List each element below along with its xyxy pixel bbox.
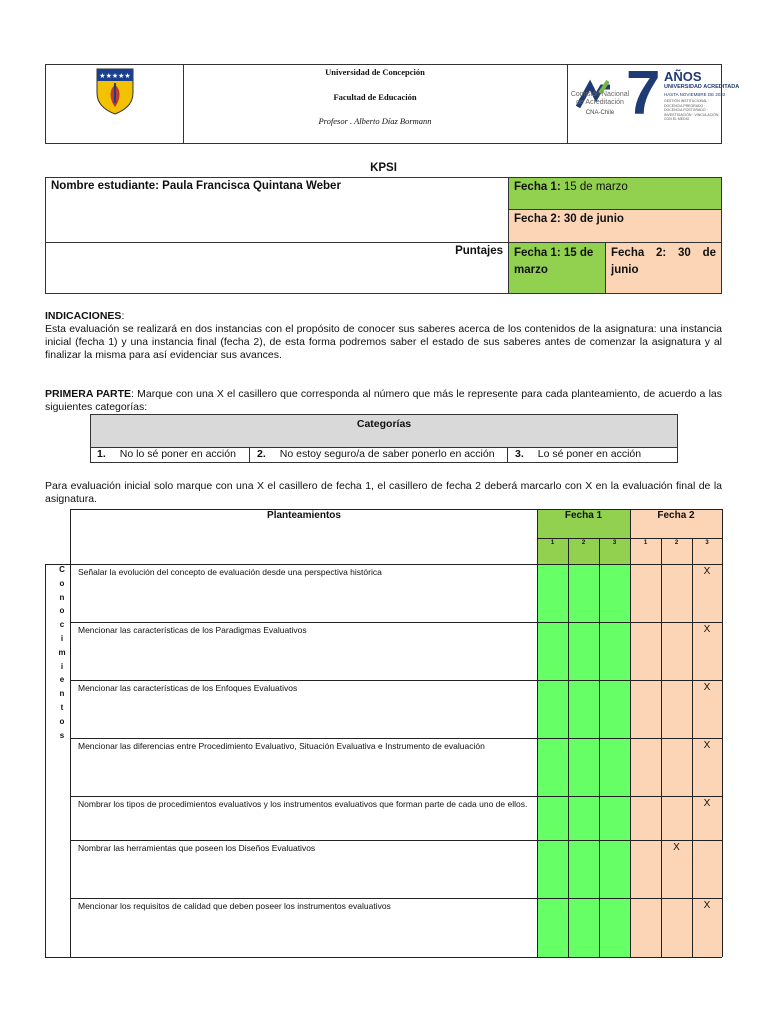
fecha2-cell-2[interactable] xyxy=(661,738,692,796)
first-part-text: : Marque con una X el casillero que corresponda al número que más le represente para cada planteamiento, de acuerdo a las siguientes categorías: xyxy=(45,388,722,413)
fecha2-cell-1[interactable] xyxy=(630,622,661,680)
university-name: Universidad de Concepción xyxy=(325,67,425,77)
fecha1-cell-2[interactable] xyxy=(568,622,599,680)
side-letter: n xyxy=(59,592,65,602)
fecha1-cell-3[interactable] xyxy=(599,898,630,957)
side-letter: C xyxy=(59,565,65,574)
accreditation-logo xyxy=(568,59,740,143)
fecha2-cell-2[interactable] xyxy=(661,622,692,680)
fecha1-value: 15 de marzo xyxy=(560,181,628,193)
fecha1-cell-3[interactable] xyxy=(599,564,630,622)
grid-line xyxy=(537,509,538,957)
planteamiento-text: Nombrar las herramientas que poseen los Diseños Evaluativos xyxy=(78,843,316,853)
grid-line xyxy=(70,680,722,681)
grid-line xyxy=(630,509,631,957)
planteamiento-text: Mencionar las características de los Paradigmas Evaluativos xyxy=(78,625,307,635)
cna-chile-text: CNA-Chile xyxy=(585,110,615,116)
cna-commission-text: Comisión Nacional de Acreditación xyxy=(570,91,630,106)
grid-line xyxy=(568,538,569,957)
indications-heading: INDICACIONES xyxy=(45,310,122,322)
fecha1-label: Fecha 1: xyxy=(514,181,561,193)
grid-line xyxy=(70,509,71,957)
evaluation-instruction: Para evaluación inicial solo marque con una X el casillero de fecha 1, el casillero de fecha 2 deberá marcarlo con X en la evaluación final de la asignatura. xyxy=(45,480,722,505)
fecha2-cell-1[interactable] xyxy=(630,840,661,898)
subheader-fecha2-2: 2 xyxy=(674,540,679,546)
planteamiento-text: Nombrar los tipos de procedimientos evaluativos y los instrumentos evaluativos que forman parte de cada uno de ellos. xyxy=(78,799,528,809)
puntajes-fecha2: Fecha 2: 30 de junio xyxy=(605,242,722,294)
student-name: Nombre estudiante: Paula Francisca Quintana Weber xyxy=(45,177,509,243)
grid-line xyxy=(70,796,722,797)
category-2: 2. No estoy seguro/a de saber ponerlo en acción xyxy=(257,448,495,460)
fecha2-cell-2[interactable] xyxy=(661,796,692,840)
fecha2-cell-1[interactable] xyxy=(630,680,661,738)
fecha2-cell-1[interactable] xyxy=(630,796,661,840)
grid-line xyxy=(70,509,722,510)
fecha1-cell-3[interactable] xyxy=(599,738,630,796)
categories-table xyxy=(90,414,678,463)
mark-fecha2-col3: X xyxy=(703,624,711,635)
fecha1-cell-3[interactable] xyxy=(599,796,630,840)
fecha1-cell-2[interactable] xyxy=(568,898,599,957)
subheader-fecha1-3: 3 xyxy=(612,540,617,546)
grid-line xyxy=(661,538,662,957)
side-letter: o xyxy=(59,716,65,726)
subheader-fecha1-1: 1 xyxy=(550,540,555,546)
accreditation-years-label: AÑOS xyxy=(664,69,702,84)
fecha1-cell-2[interactable] xyxy=(568,564,599,622)
mark-fecha2-col3: X xyxy=(703,682,711,693)
grid-line xyxy=(45,957,722,958)
header-fecha2: Fecha 2 xyxy=(657,510,695,521)
fecha2-cell-2[interactable] xyxy=(661,898,692,957)
grid-line xyxy=(599,538,600,957)
university-logo-cell xyxy=(46,65,184,143)
grid-line xyxy=(70,840,722,841)
fecha2-cell-3[interactable] xyxy=(692,898,722,957)
side-letter: c xyxy=(59,620,65,630)
fecha1-cell-1[interactable] xyxy=(537,738,568,796)
grid-line xyxy=(692,538,693,957)
fecha2-cell: Fecha 2: 30 de junio xyxy=(508,209,722,243)
header-fecha1: Fecha 1 xyxy=(564,510,603,521)
side-letter: i xyxy=(60,634,64,643)
fecha1-cell-3[interactable] xyxy=(599,680,630,738)
fecha2-cell-1[interactable] xyxy=(630,898,661,957)
fecha1-cell-1[interactable] xyxy=(537,898,568,957)
first-part-section xyxy=(45,388,722,414)
fecha2-cell-3[interactable] xyxy=(692,796,722,840)
subheader-fecha2-1: 1 xyxy=(643,540,648,546)
fecha1-cell-1[interactable] xyxy=(537,840,568,898)
fecha1-cell-1[interactable] xyxy=(537,564,568,622)
category-3: 3. Lo sé poner en acción xyxy=(515,448,642,460)
side-letter: i xyxy=(60,661,64,671)
fecha1-cell-3[interactable] xyxy=(599,840,630,898)
grid-line xyxy=(70,898,722,899)
fecha2-cell-2[interactable] xyxy=(661,840,692,898)
fecha1-cell-2[interactable] xyxy=(568,796,599,840)
subheader-fecha2-3: 3 xyxy=(705,540,709,546)
side-letter: n xyxy=(59,689,65,699)
mark-fecha2-col3: X xyxy=(703,740,711,751)
fecha2-cell-2[interactable] xyxy=(661,564,692,622)
grid-line xyxy=(70,738,722,739)
fecha2-cell-1[interactable] xyxy=(630,564,661,622)
side-letter: s xyxy=(59,730,65,740)
side-letter: o xyxy=(59,606,65,616)
planteamiento-text: Mencionar las características de los Enfoques Evaluativos xyxy=(78,683,298,693)
indications-section: INDICACIONES: Esta evaluación se realizará en dos instancias con el propósito de conocer sus saberes acerca de los contenidos de la asignatura: una instancia inicial (fecha 1) y una instancia final (fecha 2), de esta forma podremos saber el estado de sus saberes antes de comenzar la asignatura y al finalizar la misma para así evidenciar sus avances. xyxy=(45,310,722,361)
puntajes-label: Puntajes xyxy=(45,242,509,294)
fecha2-cell-1[interactable] xyxy=(630,738,661,796)
accreditation-areas: GESTIÓN INSTITUCIONAL · DOCENCIA PREGRADO · DOCENCIA POSTGRADO · INVESTIGACIÓN · VINCULACIÓN CON EL MEDIO xyxy=(664,99,719,121)
first-part-heading: PRIMERA PARTE xyxy=(45,388,132,400)
grid-line xyxy=(45,564,722,565)
accreditation-years-number: 7 xyxy=(626,59,661,128)
accreditation-title: UNIVERSIDAD ACREDITADA xyxy=(664,84,740,90)
side-letter: m xyxy=(58,647,66,657)
institution-info xyxy=(183,65,568,143)
categories-title: Categorías xyxy=(91,415,677,448)
accreditation-until: HASTA NOVIEMBRE DE 2022 xyxy=(664,92,726,97)
grid-line xyxy=(45,564,46,957)
grid-line xyxy=(70,622,722,623)
fecha1-cell-1[interactable] xyxy=(537,622,568,680)
grid-line xyxy=(722,509,723,957)
fecha2-cell-2[interactable] xyxy=(661,680,692,738)
fecha1-cell-3[interactable] xyxy=(599,622,630,680)
planteamiento-text: Mencionar las diferencias entre Procedimiento Evaluativo, Situación Evaluativa e Instrumento de evaluación xyxy=(78,741,485,751)
fecha1-cell-2[interactable] xyxy=(568,840,599,898)
mark-fecha2-col3: X xyxy=(703,566,711,577)
grid-line xyxy=(537,538,722,539)
fecha1-cell xyxy=(508,177,722,210)
mark-fecha2-col2: X xyxy=(673,842,680,853)
fecha2-cell-3[interactable] xyxy=(692,738,722,796)
professor-name: Profesor . Alberto Díaz Bormann xyxy=(318,116,432,126)
fecha2-cell-3[interactable] xyxy=(692,840,722,898)
fecha2-cell-3[interactable] xyxy=(692,680,722,738)
fecha2-cell-3[interactable] xyxy=(692,622,722,680)
svg-text:★★★★★: ★★★★★ xyxy=(99,72,131,80)
side-letter: o xyxy=(59,578,65,588)
fecha1-cell-1[interactable] xyxy=(537,796,568,840)
fecha1-cell-2[interactable] xyxy=(568,738,599,796)
university-shield-icon xyxy=(95,67,135,115)
mark-fecha2-col3: X xyxy=(703,798,711,809)
document-header xyxy=(45,59,740,144)
puntajes-fecha1: Fecha 1: 15 de marzo xyxy=(508,242,606,294)
mark-fecha2-col3: X xyxy=(703,900,711,911)
fecha2-cell-3[interactable] xyxy=(692,564,722,622)
planteamiento-text: Señalar la evolución del concepto de evaluación desde una perspectiva histórica xyxy=(78,567,382,577)
faculty-name: Facultad de Educación xyxy=(333,92,417,102)
category-1: 1. No lo sé poner en acción xyxy=(97,448,236,460)
planteamiento-text: Mencionar los requisitos de calidad que deben poseer los instrumentos evaluativos xyxy=(78,901,391,911)
fecha1-cell-2[interactable] xyxy=(568,680,599,738)
kpsi-title: KPSI xyxy=(370,162,397,174)
indications-text: Esta evaluación se realizará en dos instancias con el propósito de conocer sus saberes acerca de los contenidos de la asignatura: una instancia inicial (fecha 1) y una instancia final (fecha 2), de esta forma podremos saber el estado de sus saberes antes de comenzar la asignatura y al finalizar la misma para así evidenciar sus avances. xyxy=(45,323,722,361)
side-letter: e xyxy=(59,675,65,685)
header-planteamientos: Planteamientos xyxy=(267,510,341,521)
subheader-fecha1-2: 2 xyxy=(581,540,586,546)
fecha1-cell-1[interactable] xyxy=(537,680,568,738)
side-letter: t xyxy=(60,703,64,712)
